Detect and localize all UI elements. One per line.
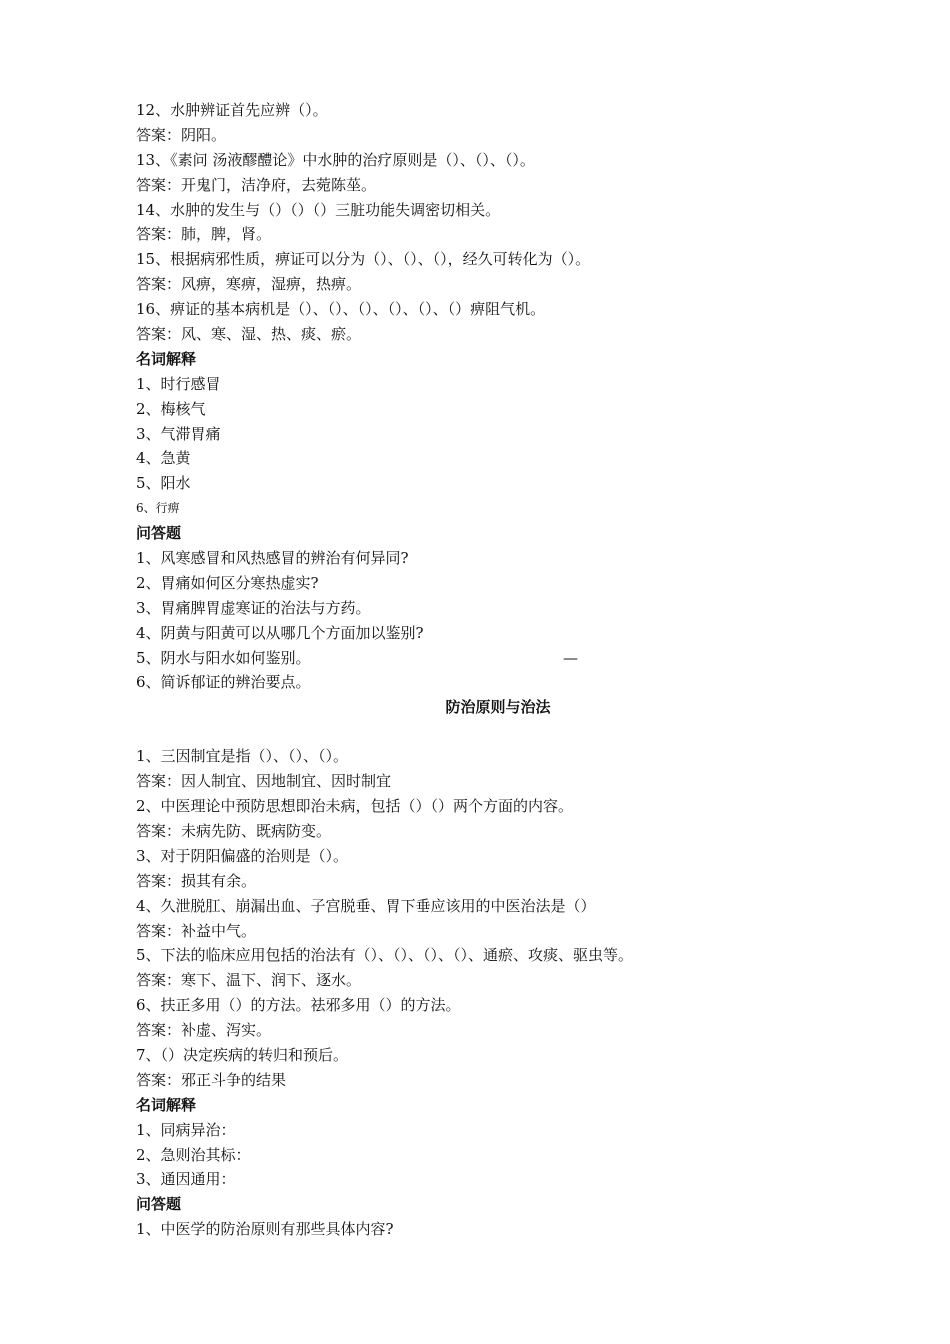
terms-heading: 名词解释 xyxy=(136,349,197,368)
answer-5: 答案：寒下、温下、润下、逐水。 xyxy=(136,971,362,990)
question-2: 2、中医理论中预防思想即治未病，包括（）（）两个方面的内容。 xyxy=(136,797,574,816)
term-item: 3、气滞胃痛 xyxy=(136,424,221,443)
answer-12: 答案：阴阳。 xyxy=(136,125,227,144)
spacer xyxy=(136,720,816,744)
term-item: 2、急则治其标： xyxy=(136,1145,251,1164)
qa-item: 2、胃痛如何区分寒热虚实? xyxy=(136,573,319,592)
answer-1: 答案：因人制宜、因地制宜、因时制宜 xyxy=(136,772,392,791)
qa-item: 3、胃痛脾胃虚寒证的治法与方药。 xyxy=(136,598,371,617)
document-page xyxy=(136,98,816,1242)
section1-items xyxy=(136,98,816,347)
question-5: 5、下法的临床应用包括的治法有（）、（）、（）、（）、通瘀、攻痰、驱虫等。 xyxy=(136,946,634,965)
answer-16: 答案：风、寒、湿、热、痰、瘀。 xyxy=(136,325,362,344)
answer-14: 答案：肺，脾，肾。 xyxy=(136,225,272,244)
question-1: 1、三因制宜是指（）、（）、（）。 xyxy=(136,747,349,766)
qa-heading: 问答题 xyxy=(136,1195,182,1214)
answer-3: 答案：损其有余。 xyxy=(136,871,257,890)
question-6: 6、扶正多用（）的方法。祛邪多用（）的方法。 xyxy=(136,996,461,1015)
qa-item: 5、阴水与阳水如何鉴别。 xyxy=(136,648,311,667)
answer-15: 答案：风痹，寒痹，湿痹，热痹。 xyxy=(136,275,362,294)
term-item: 2、梅核气 xyxy=(136,399,206,418)
qa-item: 4、阴黄与阳黄可以从哪几个方面加以鉴别? xyxy=(136,623,424,642)
dash-mark: — xyxy=(563,648,578,667)
answer-7: 答案：邪正斗争的结果 xyxy=(136,1070,287,1089)
question-15: 15、根据病邪性质，痹证可以分为（）、（）、（），经久可转化为（）。 xyxy=(136,250,591,269)
question-13: 13、《素问 汤液醪醴论》中水肿的治疗原则是（）、（）、（）。 xyxy=(136,150,535,169)
qa-item: 1、中医学的防治原则有那些具体内容? xyxy=(136,1220,394,1239)
question-3: 3、对于阴阳偏盛的治则是（）。 xyxy=(136,846,349,865)
terms-heading: 名词解释 xyxy=(136,1095,197,1114)
term-item-small: 6、行痹 xyxy=(136,501,180,516)
term-item: 1、时行感冒 xyxy=(136,374,221,393)
term-item: 5、阳水 xyxy=(136,474,191,493)
qa-item-row xyxy=(136,646,816,671)
question-4: 4、久泄脱肛、崩漏出血、子宫脱垂、胃下垂应该用的中医治法是（） xyxy=(136,896,596,915)
question-14: 14、水肿的发生与（）（）（）三脏功能失调密切相关。 xyxy=(136,200,501,219)
qa-item: 1、风寒感冒和风热感冒的辨治有何异同? xyxy=(136,549,409,568)
question-12: 12、水肿辨证首先应辨（）。 xyxy=(136,101,328,119)
term-item: 1、同病异治： xyxy=(136,1120,236,1139)
term-item: 3、通因通用： xyxy=(136,1170,236,1189)
section2-items xyxy=(136,744,816,1092)
answer-13: 答案：开鬼门，洁净府，去菀陈莝。 xyxy=(136,175,377,194)
answer-6: 答案：补虚、泻实。 xyxy=(136,1021,272,1040)
section-title: 防治原则与治法 xyxy=(445,698,551,717)
term-item: 4、急黄 xyxy=(136,449,191,468)
qa-item: 6、简诉郁证的辨治要点。 xyxy=(136,673,311,692)
answer-2: 答案：未病先防、既病防变。 xyxy=(136,821,332,840)
qa-heading: 问答题 xyxy=(136,524,182,543)
question-7: 7、（）决定疾病的转归和预后。 xyxy=(136,1045,349,1064)
question-16: 16、痹证的基本病机是（）、（）、（）、（）、（）、（）痹阻气机。 xyxy=(136,300,546,319)
answer-4: 答案：补益中气。 xyxy=(136,921,257,940)
